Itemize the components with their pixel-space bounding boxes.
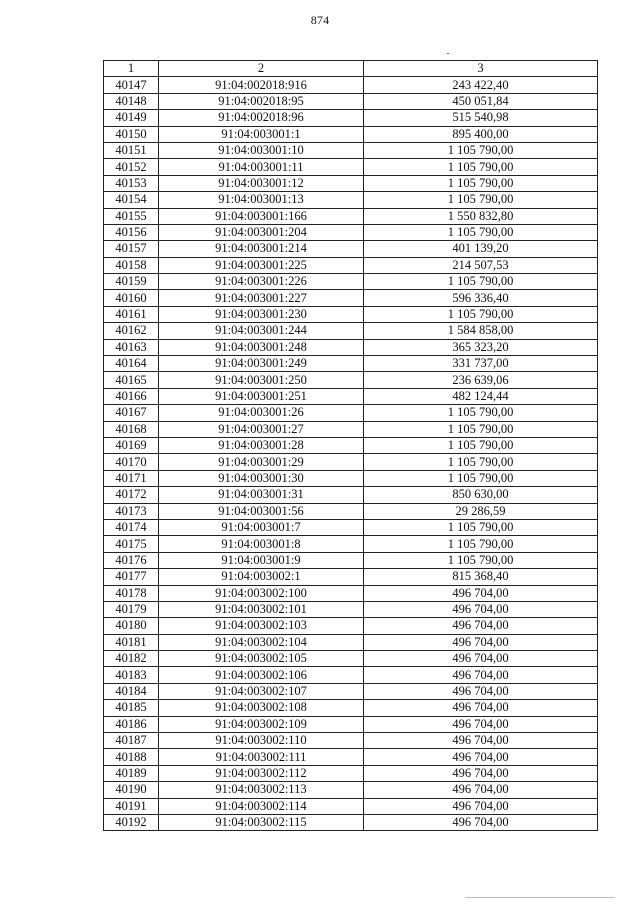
row-number-cell: 40172	[104, 487, 159, 503]
row-number-cell: 40177	[104, 569, 159, 585]
row-number-cell: 40174	[104, 519, 159, 535]
table-row	[104, 93, 598, 109]
value-cell: 1 105 790,00	[364, 454, 598, 470]
table-row	[104, 339, 598, 355]
cadastral-id-cell: 91:04:003001:8	[159, 536, 364, 552]
footer-rule	[465, 897, 615, 898]
table-row	[104, 77, 598, 93]
table-row	[104, 208, 598, 224]
table-row	[104, 110, 598, 126]
cadastral-id-cell: 91:04:003002:112	[159, 765, 364, 781]
table-row	[104, 175, 598, 191]
row-number-cell: 40164	[104, 356, 159, 372]
row-number-cell: 40183	[104, 667, 159, 683]
row-number-cell: 40163	[104, 339, 159, 355]
row-number-cell: 40160	[104, 290, 159, 306]
table-row	[104, 274, 598, 290]
table-row	[104, 421, 598, 437]
table-row	[104, 487, 598, 503]
value-cell: 895 400,00	[364, 126, 598, 142]
cadastral-id-cell: 91:04:003001:12	[159, 175, 364, 191]
cadastral-id-cell: 91:04:003001:1	[159, 126, 364, 142]
cadastral-id-cell: 91:04:003002:1	[159, 569, 364, 585]
table-row	[104, 634, 598, 650]
row-number-cell: 40189	[104, 765, 159, 781]
row-number-cell: 40171	[104, 470, 159, 486]
value-cell: 496 704,00	[364, 733, 598, 749]
row-number-cell: 40157	[104, 241, 159, 257]
value-cell: 496 704,00	[364, 634, 598, 650]
header-cell-cadastral-id: 2	[159, 61, 364, 77]
row-number-cell: 40159	[104, 274, 159, 290]
row-number-cell: 40147	[104, 77, 159, 93]
cadastral-id-cell: 91:04:003001:28	[159, 437, 364, 453]
value-cell: 496 704,00	[364, 700, 598, 716]
table-row	[104, 470, 598, 486]
value-cell: 401 139,20	[364, 241, 598, 257]
value-cell: 1 105 790,00	[364, 437, 598, 453]
table-row	[104, 503, 598, 519]
cadastral-id-cell: 91:04:003001:250	[159, 372, 364, 388]
table-row	[104, 569, 598, 585]
cadastral-id-cell: 91:04:003002:100	[159, 585, 364, 601]
row-number-cell: 40184	[104, 683, 159, 699]
row-number-cell: 40161	[104, 306, 159, 322]
table-row	[104, 388, 598, 404]
table-row	[104, 126, 598, 142]
row-number-cell: 40175	[104, 536, 159, 552]
cadastral-id-cell: 91:04:003002:101	[159, 601, 364, 617]
value-cell: 450 051,84	[364, 93, 598, 109]
value-cell: 496 704,00	[364, 683, 598, 699]
row-number-cell: 40155	[104, 208, 159, 224]
header-cell-number: 1	[104, 61, 159, 77]
table-row	[104, 454, 598, 470]
value-cell: 496 704,00	[364, 749, 598, 765]
row-number-cell: 40188	[104, 749, 159, 765]
header-row	[104, 61, 598, 77]
value-cell: 496 704,00	[364, 618, 598, 634]
value-cell: 331 737,00	[364, 356, 598, 372]
value-cell: 1 105 790,00	[364, 421, 598, 437]
cadastral-id-cell: 91:04:003001:9	[159, 552, 364, 568]
cadastral-id-cell: 91:04:003002:108	[159, 700, 364, 716]
row-number-cell: 40186	[104, 716, 159, 732]
row-number-cell: 40169	[104, 437, 159, 453]
value-cell: 496 704,00	[364, 798, 598, 814]
table-row	[104, 405, 598, 421]
table-body	[104, 77, 598, 831]
value-cell: 496 704,00	[364, 601, 598, 617]
row-number-cell: 40185	[104, 700, 159, 716]
cadastral-id-cell: 91:04:003001:251	[159, 388, 364, 404]
page-number: 874	[310, 13, 330, 27]
cadastral-id-cell: 91:04:003001:7	[159, 519, 364, 535]
cadastral-id-cell: 91:04:003002:115	[159, 814, 364, 830]
value-cell: 1 105 790,00	[364, 192, 598, 208]
table-row	[104, 683, 598, 699]
cadastral-id-cell: 91:04:003001:214	[159, 241, 364, 257]
value-cell: 1 105 790,00	[364, 470, 598, 486]
table-row	[104, 323, 598, 339]
row-number-cell: 40173	[104, 503, 159, 519]
value-cell: 1 105 790,00	[364, 224, 598, 240]
value-cell: 1 550 832,80	[364, 208, 598, 224]
table-row	[104, 798, 598, 814]
row-number-cell: 40156	[104, 224, 159, 240]
row-number-cell: 40170	[104, 454, 159, 470]
cadastral-id-cell: 91:04:003002:106	[159, 667, 364, 683]
row-number-cell: 40192	[104, 814, 159, 830]
row-number-cell: 40154	[104, 192, 159, 208]
table-row	[104, 601, 598, 617]
value-cell: 1 584 858,00	[364, 323, 598, 339]
table-row	[104, 142, 598, 158]
row-number-cell: 40152	[104, 159, 159, 175]
cadastral-id-cell: 91:04:002018:96	[159, 110, 364, 126]
cadastral-id-cell: 91:04:003001:26	[159, 405, 364, 421]
cadastral-id-cell: 91:04:003002:110	[159, 733, 364, 749]
row-number-cell: 40162	[104, 323, 159, 339]
value-cell: 496 704,00	[364, 782, 598, 798]
cadastral-id-cell: 91:04:003001:29	[159, 454, 364, 470]
value-cell: 1 105 790,00	[364, 519, 598, 535]
cadastral-id-cell: 91:04:003001:56	[159, 503, 364, 519]
cadastral-id-cell: 91:04:003001:166	[159, 208, 364, 224]
row-number-cell: 40158	[104, 257, 159, 273]
row-number-cell: 40179	[104, 601, 159, 617]
row-number-cell: 40151	[104, 142, 159, 158]
table-row	[104, 749, 598, 765]
table-row	[104, 437, 598, 453]
register-table	[103, 60, 598, 831]
row-number-cell: 40190	[104, 782, 159, 798]
value-cell: 496 704,00	[364, 814, 598, 830]
cadastral-id-cell: 91:04:003002:113	[159, 782, 364, 798]
cadastral-id-cell: 91:04:002018:916	[159, 77, 364, 93]
cadastral-id-cell: 91:04:003002:114	[159, 798, 364, 814]
table-row	[104, 651, 598, 667]
value-cell: 1 105 790,00	[364, 405, 598, 421]
cadastral-id-cell: 91:04:003001:10	[159, 142, 364, 158]
row-number-cell: 40153	[104, 175, 159, 191]
cadastral-id-cell: 91:04:003001:225	[159, 257, 364, 273]
table-row	[104, 290, 598, 306]
table-header	[104, 61, 598, 77]
cadastral-id-cell: 91:04:003002:103	[159, 618, 364, 634]
table-row	[104, 356, 598, 372]
value-cell: 1 105 790,00	[364, 274, 598, 290]
table-row	[104, 765, 598, 781]
table-row	[104, 585, 598, 601]
value-cell: 496 704,00	[364, 651, 598, 667]
header-cell-value: 3	[364, 61, 598, 77]
table-row	[104, 552, 598, 568]
table-row	[104, 733, 598, 749]
row-number-cell: 40191	[104, 798, 159, 814]
table-row	[104, 667, 598, 683]
table-row	[104, 241, 598, 257]
cadastral-id-cell: 91:04:003001:204	[159, 224, 364, 240]
row-number-cell: 40168	[104, 421, 159, 437]
row-number-cell: 40178	[104, 585, 159, 601]
table-row	[104, 159, 598, 175]
cadastral-id-cell: 91:04:003001:226	[159, 274, 364, 290]
value-cell: 482 124,44	[364, 388, 598, 404]
value-cell: 29 286,59	[364, 503, 598, 519]
cadastral-id-cell: 91:04:003001:248	[159, 339, 364, 355]
row-number-cell: 40148	[104, 93, 159, 109]
table-row	[104, 306, 598, 322]
table-row	[104, 257, 598, 273]
cadastral-id-cell: 91:04:002018:95	[159, 93, 364, 109]
cadastral-id-cell: 91:04:003001:27	[159, 421, 364, 437]
value-cell: 1 105 790,00	[364, 142, 598, 158]
value-cell: 515 540,98	[364, 110, 598, 126]
value-cell: 1 105 790,00	[364, 536, 598, 552]
row-number-cell: 40166	[104, 388, 159, 404]
cadastral-id-cell: 91:04:003002:107	[159, 683, 364, 699]
value-cell: 496 704,00	[364, 765, 598, 781]
row-number-cell: 40165	[104, 372, 159, 388]
value-cell: 365 323,20	[364, 339, 598, 355]
row-number-cell: 40182	[104, 651, 159, 667]
table-row	[104, 700, 598, 716]
cadastral-id-cell: 91:04:003001:31	[159, 487, 364, 503]
row-number-cell: 40149	[104, 110, 159, 126]
cadastral-id-cell: 91:04:003002:105	[159, 651, 364, 667]
row-number-cell: 40176	[104, 552, 159, 568]
value-cell: 850 630,00	[364, 487, 598, 503]
row-number-cell: 40180	[104, 618, 159, 634]
row-number-cell: 40187	[104, 733, 159, 749]
value-cell: 1 105 790,00	[364, 175, 598, 191]
cadastral-id-cell: 91:04:003001:230	[159, 306, 364, 322]
value-cell: 1 105 790,00	[364, 159, 598, 175]
value-cell: 214 507,53	[364, 257, 598, 273]
value-cell: 1 105 790,00	[364, 306, 598, 322]
table-row	[104, 192, 598, 208]
cadastral-id-cell: 91:04:003001:11	[159, 159, 364, 175]
cadastral-id-cell: 91:04:003001:30	[159, 470, 364, 486]
cadastral-id-cell: 91:04:003002:111	[159, 749, 364, 765]
cadastral-id-cell: 91:04:003002:104	[159, 634, 364, 650]
row-number-cell: 40181	[104, 634, 159, 650]
table-row	[104, 782, 598, 798]
cadastral-id-cell: 91:04:003001:227	[159, 290, 364, 306]
table-row	[104, 716, 598, 732]
value-cell: 243 422,40	[364, 77, 598, 93]
cadastral-id-cell: 91:04:003002:109	[159, 716, 364, 732]
cadastral-id-cell: 91:04:003001:249	[159, 356, 364, 372]
value-cell: 496 704,00	[364, 585, 598, 601]
value-cell: 496 704,00	[364, 716, 598, 732]
table-row	[104, 536, 598, 552]
cadastral-id-cell: 91:04:003001:244	[159, 323, 364, 339]
value-cell: 1 105 790,00	[364, 552, 598, 568]
value-cell: 496 704,00	[364, 667, 598, 683]
table-row	[104, 372, 598, 388]
cadastral-id-cell: 91:04:003001:13	[159, 192, 364, 208]
value-cell: 596 336,40	[364, 290, 598, 306]
scan-mark	[447, 53, 449, 54]
table-row	[104, 519, 598, 535]
value-cell: 815 368,40	[364, 569, 598, 585]
table-row	[104, 814, 598, 830]
value-cell: 236 639,06	[364, 372, 598, 388]
row-number-cell: 40167	[104, 405, 159, 421]
row-number-cell: 40150	[104, 126, 159, 142]
table-row	[104, 618, 598, 634]
table-row	[104, 224, 598, 240]
